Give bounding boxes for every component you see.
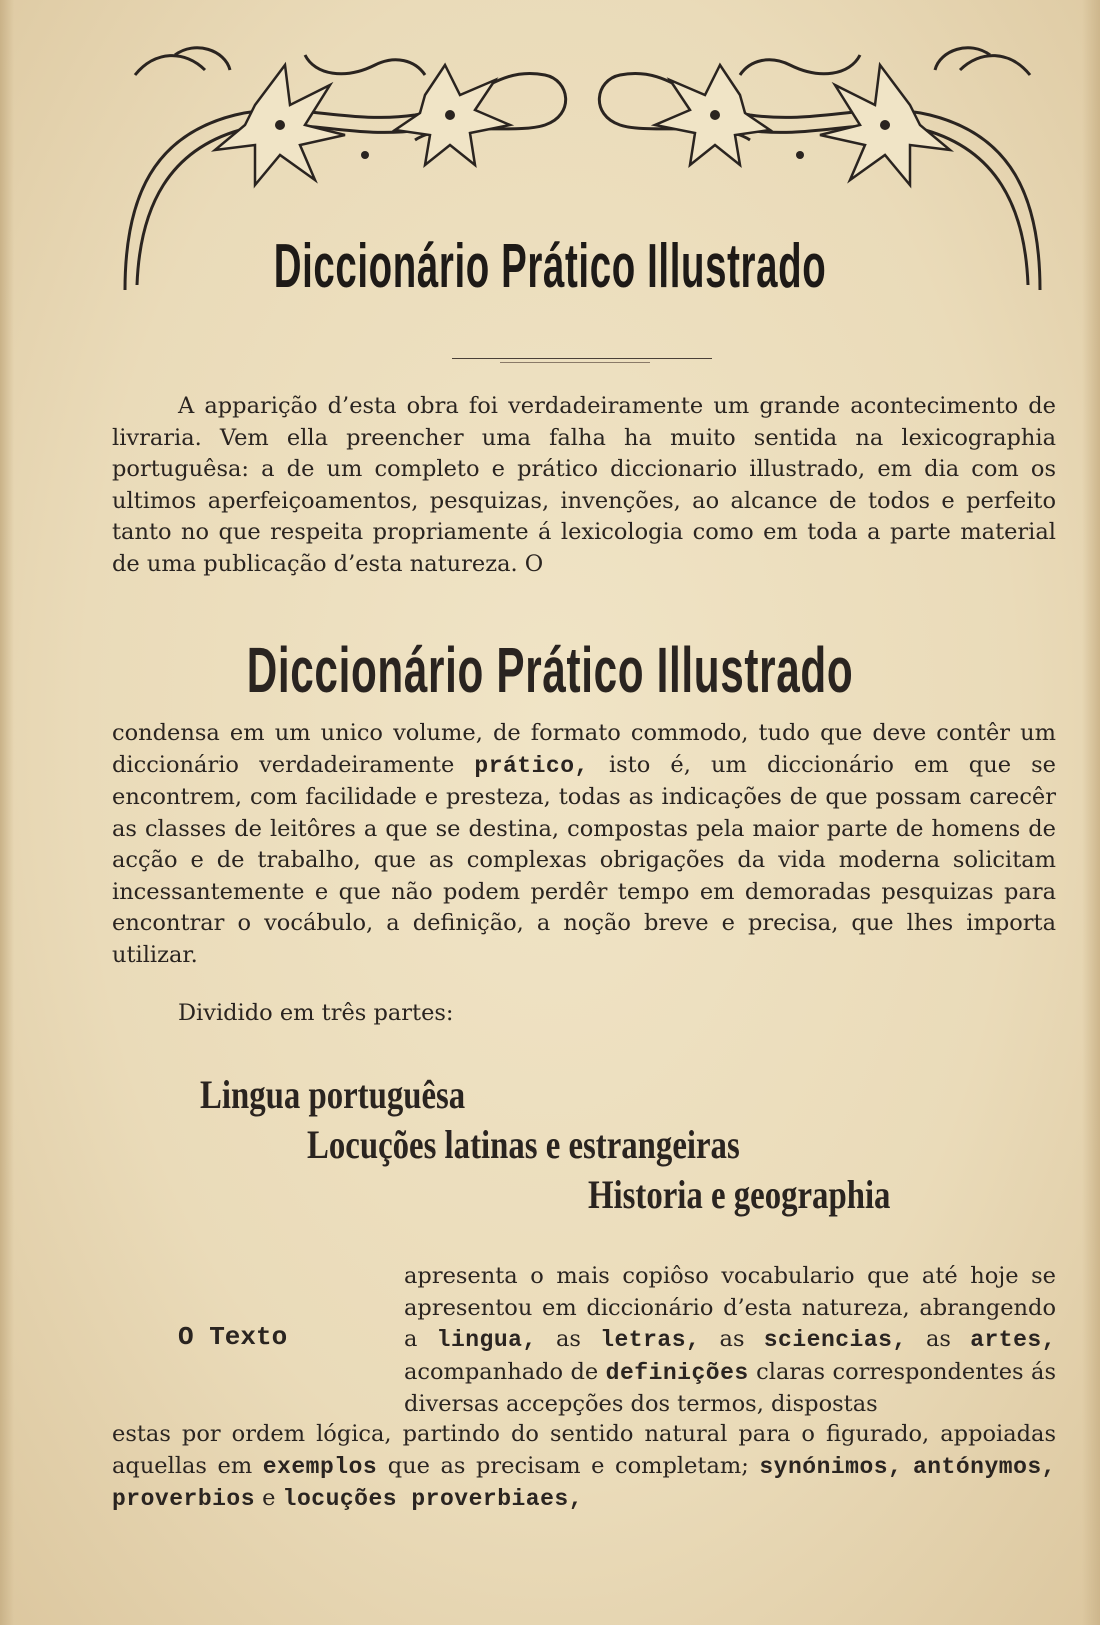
texto-b5: definições <box>605 1359 749 1386</box>
texto-fb2: synónimos, <box>759 1453 903 1480</box>
texto-b4: artes, <box>970 1327 1057 1353</box>
intro-paragraph: A apparição d’esta obra foi verdadeiramente um grande acontecimento de livraria. Vem ella preencher uma falha ha muito sentida na lexicographia portuguêsa: a de um completo e prático diccionario illustrado, em dia com os ultimos aperfeiçoamentos, pesquizas, invenções, ao alcance de todos e perfeito tanto no que respeita propriamente á lexicologia como em toda a parte material de uma publicação d’esta natureza. O <box>112 393 1056 577</box>
body-text-1: condensa em um unico volume, de formato commodo, tudo que deve contêr um diccionário verdadeiramente <box>112 720 1056 778</box>
texto-label: O Texto <box>178 1322 288 1352</box>
texto-f3: e <box>255 1485 283 1511</box>
part-heading-3: Historia e geographia <box>588 1172 891 1217</box>
texto-t4: as <box>906 1326 971 1352</box>
texto-fb3: antónymos, <box>912 1453 1056 1480</box>
title-divider-thin <box>500 362 650 363</box>
body-bold-pratico: prático, <box>474 752 589 779</box>
texto-t3: as <box>700 1326 764 1352</box>
texto-f1: estas por ordem lógica, partindo do sentido natural para o figurado, appoiadas aquellas em <box>112 1421 1056 1479</box>
texto-fb5: locuções proverbiaes, <box>282 1486 584 1512</box>
texto-b2: letras, <box>600 1327 701 1353</box>
texto-b1: lingua, <box>436 1327 537 1353</box>
texto-t1: apresenta o mais copiôso vocabulario que até hoje se apresentou em diccionário d’esta natureza, abrangendo a <box>404 1263 1056 1352</box>
part-heading-1: Lingua portuguêsa <box>200 1072 466 1117</box>
texto-paragraph-right <box>404 1261 1056 1421</box>
texto-f2: que as precisam e completam; <box>377 1452 760 1479</box>
texto-t6: claras correspondentes ás diversas accepções dos termos, dispostas <box>404 1358 1056 1417</box>
page-edge-right <box>1082 0 1100 1625</box>
body-paragraph <box>112 718 1056 971</box>
texto-b3: sciencias, <box>763 1327 907 1353</box>
page-edge-left <box>0 0 14 1625</box>
part-heading-2: Locuções latinas e estrangeiras <box>307 1122 740 1167</box>
divided-line: Dividido em três partes: <box>178 1000 454 1026</box>
texto-fb1: exemplos <box>262 1453 378 1480</box>
page-title: Diccionário Prático Illustrado <box>273 232 827 301</box>
texto-t2: as <box>536 1326 601 1352</box>
body-text-2: isto é, um diccionário em que se encontrem, com facilidade e presteza, todas as indicações de que possam carecêr as classes de leitôres a que se destina, compostas pela maior parte de homens de acção e de trabalho, que as complexas obrigações da vida moderna solicitam incessantemente e que não podem perdêr tempo em demoradas pesquizas para encontrar o vocábulo, a definição, a noção breve e precisa, que lhes importa utilizar. <box>112 751 1057 968</box>
texto-paragraph-full <box>112 1419 1056 1516</box>
title-divider <box>452 358 712 359</box>
texto-t5: acompanhado de <box>404 1358 606 1385</box>
texto-fb4: proverbios <box>112 1486 256 1512</box>
secondary-title: Diccionário Prático Illustrado <box>246 634 854 706</box>
